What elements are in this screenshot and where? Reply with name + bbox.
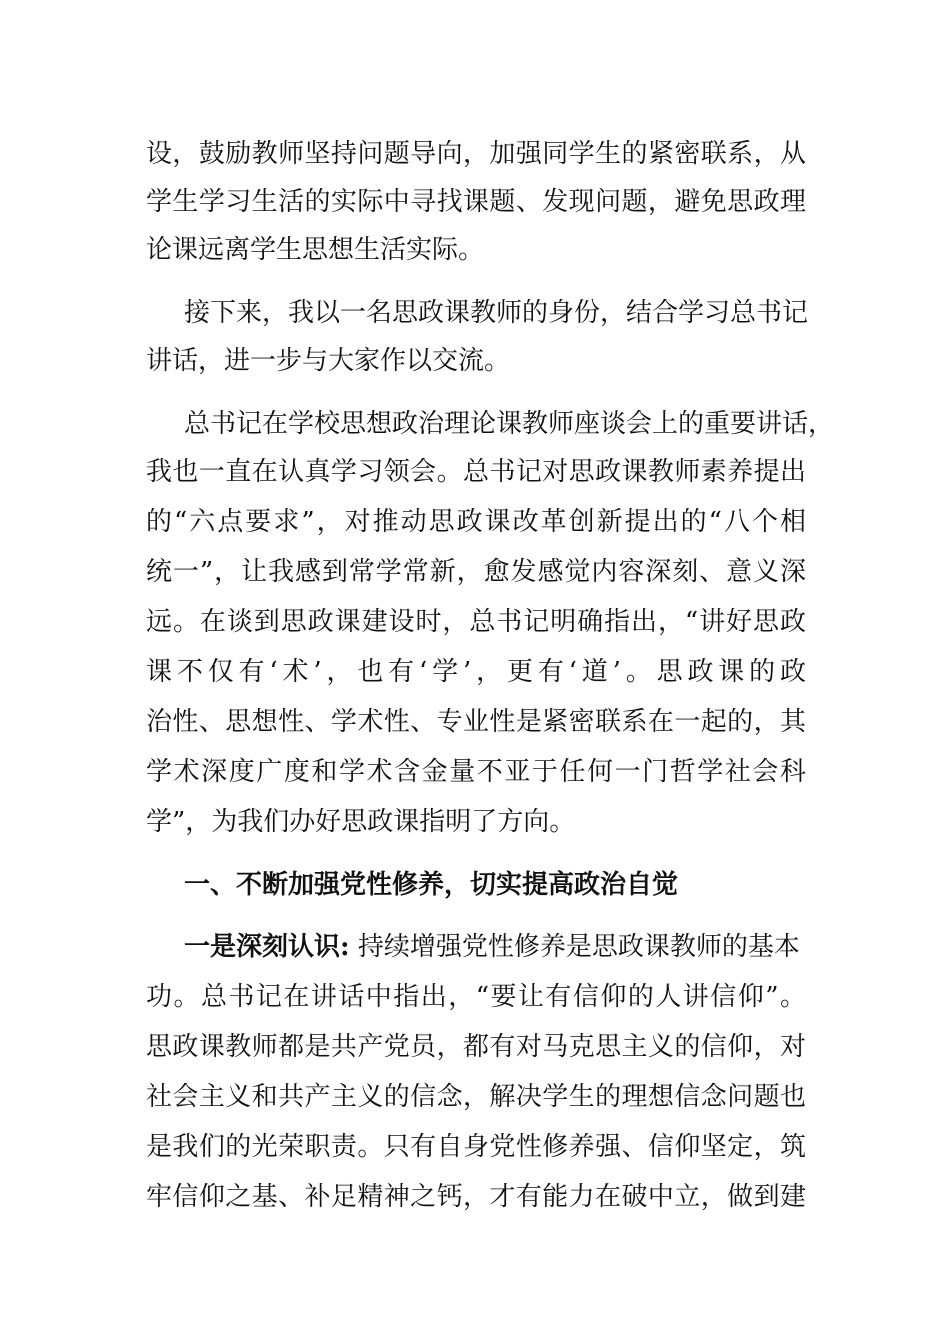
paragraph-lead-rest: 持续增强党性修养是思政课教师的基本 <box>349 932 800 962</box>
paragraph-line: 思政课教师都是共产党员，都有对马克思主义的信仰，对 <box>146 1032 806 1062</box>
paragraph-line: 学”，为我们办好思政课指明了方向。 <box>146 807 576 837</box>
paragraph-line: 论课远离学生思想生活实际。 <box>146 235 485 265</box>
paragraph-line: 讲话，进一步与大家作以交流。 <box>146 346 511 376</box>
paragraph-line: 治性、思想性、学术性、专业性是紧密联系在一起的，其 <box>146 707 806 737</box>
paragraph-lead: 一是深刻认识: <box>184 932 350 962</box>
paragraph-line: 统一”，让我感到常学常新，愈发感觉内容深刻、意义深 <box>146 557 806 587</box>
paragraph-line: 功。总书记在讲话中指出，“要让有信仰的人讲信仰”。 <box>146 982 806 1012</box>
section-heading: 一、不断加强党性修养，切实提高政治自觉 <box>184 870 679 900</box>
paragraph-line: 牢信仰之基、补足精神之钙，才有能力在破中立，做到建 <box>146 1182 806 1212</box>
paragraph-line: 是我们的光荣职责。只有自身党性修养强、信仰坚定，筑 <box>146 1132 806 1162</box>
paragraph-line <box>184 930 800 964</box>
paragraph-line: 远。在谈到思政课建设时，总书记明确指出，“讲好思政 <box>146 607 806 637</box>
paragraph-line: 学生学习生活的实际中寻找课题、发现问题，避免思政理 <box>146 187 806 217</box>
paragraph-line: 设，鼓励教师坚持问题导向，加强同学生的紧密联系，从 <box>146 139 806 169</box>
paragraph-line: 的“六点要求”，对推动思政课改革创新提出的“八个相 <box>146 507 806 537</box>
paragraph-line: 课不仅有‘术’，也有‘学’，更有‘道’。思政课的政 <box>146 657 806 687</box>
paragraph-line: 我也一直在认真学习领会。总书记对思政课教师素养提出 <box>146 457 806 487</box>
paragraph-line: 学术深度广度和学术含金量不亚于任何一门哲学社会科 <box>146 757 806 787</box>
paragraph-line: 总书记在学校思想政治理论课教师座谈会上的重要讲话， <box>184 409 835 439</box>
paragraph-line: 社会主义和共产主义的信念，解决学生的理想信念问题也 <box>146 1082 806 1112</box>
paragraph-line: 接下来，我以一名思政课教师的身份，结合学习总书记 <box>184 298 809 328</box>
